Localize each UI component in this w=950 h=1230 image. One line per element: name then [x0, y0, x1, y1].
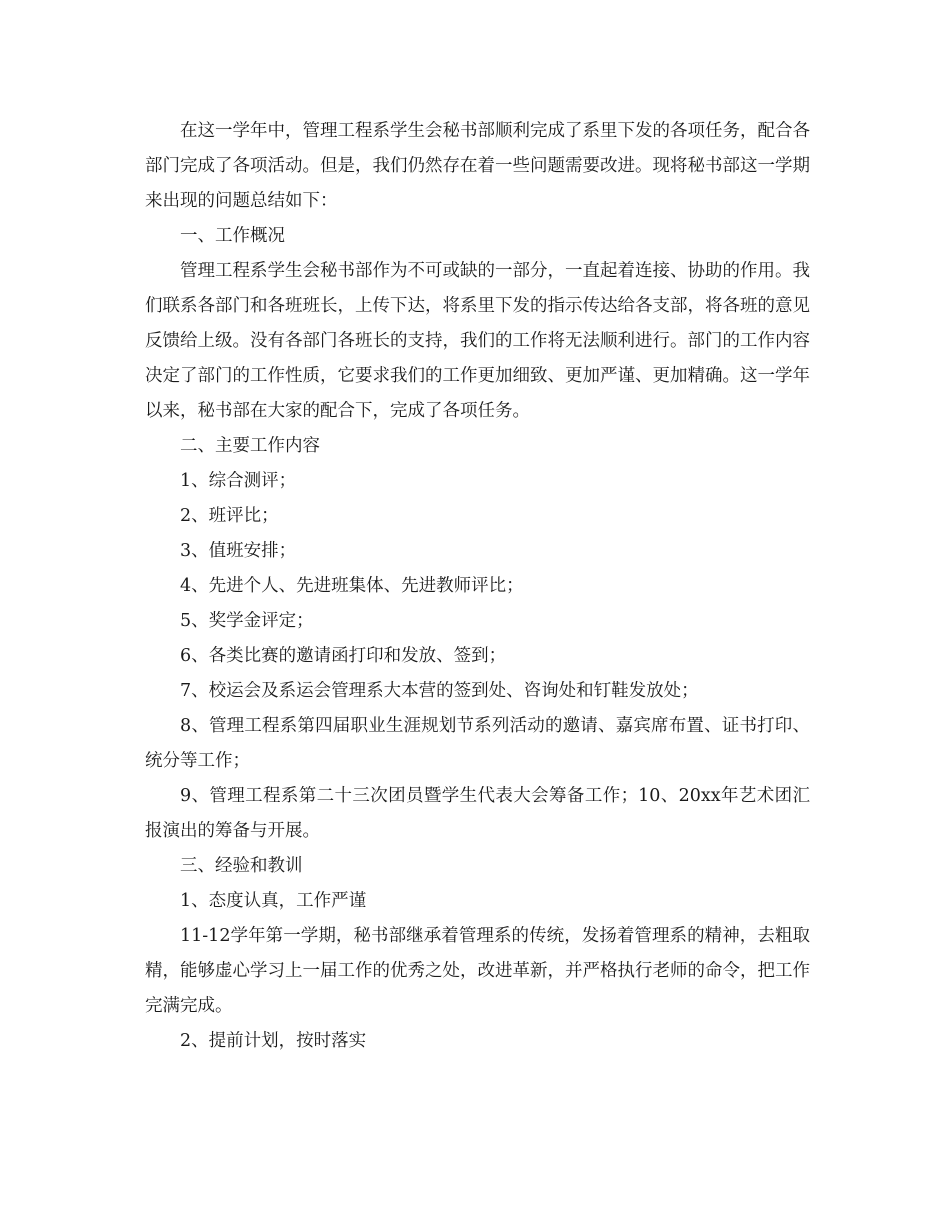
- list-item: 1、综合测评；: [180, 471, 297, 491]
- subheading-attitude: 1、态度认真，工作严谨: [180, 891, 367, 911]
- document-body: [145, 114, 810, 1059]
- section-heading-lessons: 三、经验和教训: [180, 856, 303, 876]
- list-item: 2、班评比；: [180, 506, 279, 526]
- attitude-paragraph: 11-12学年第一学期，秘书部继承着管理系的传统，发扬着管理系的精神，去粗取精，能够虚心学习上一届工作的优秀之处，改进革新，并严格执行老师的命令，把工作完满完成。: [145, 926, 810, 1016]
- list-item: 9、管理工程系第二十三次团员暨学生代表大会筹备工作；10、20xx年艺术团汇报演出的筹备与开展。: [145, 786, 810, 841]
- section-heading-overview: 一、工作概况: [180, 226, 285, 246]
- list-item: 6、各类比赛的邀请函打印和发放、签到；: [180, 646, 507, 666]
- list-item: 4、先进个人、先进班集体、先进教师评比；: [180, 576, 524, 596]
- list-item: 3、值班安排；: [180, 541, 297, 561]
- intro-paragraph: 在这一学年中，管理工程系学生会秘书部顺利完成了系里下发的各项任务，配合各部门完成了各项活动。但是，我们仍然存在着一些问题需要改进。现将秘书部这一学期来出现的问题总结如下：: [145, 121, 810, 211]
- subheading-planning: 2、提前计划，按时落实: [180, 1031, 367, 1051]
- overview-paragraph: 管理工程系学生会秘书部作为不可或缺的一部分，一直起着连接、协助的作用。我们联系各部门和各班班长，上传下达，将系里下发的指示传达给各支部，将各班的意见反馈给上级。没有各部门各班长的支持，我们的工作将无法顺利进行。部门的工作内容决定了部门的工作性质，它要求我们的工作更加细致、更加严谨、更加精确。这一学年以来，秘书部在大家的配合下，完成了各项任务。: [145, 261, 810, 421]
- list-item: 5、奖学金评定；: [180, 611, 314, 631]
- list-item: 8、管理工程系第四届职业生涯规划节系列活动的邀请、嘉宾席布置、证书打印、统分等工作；: [145, 716, 810, 771]
- section-heading-main-work: 二、主要工作内容: [180, 436, 320, 456]
- list-item: 7、校运会及系运会管理系大本营的签到处、咨询处和钉鞋发放处；: [180, 681, 699, 701]
